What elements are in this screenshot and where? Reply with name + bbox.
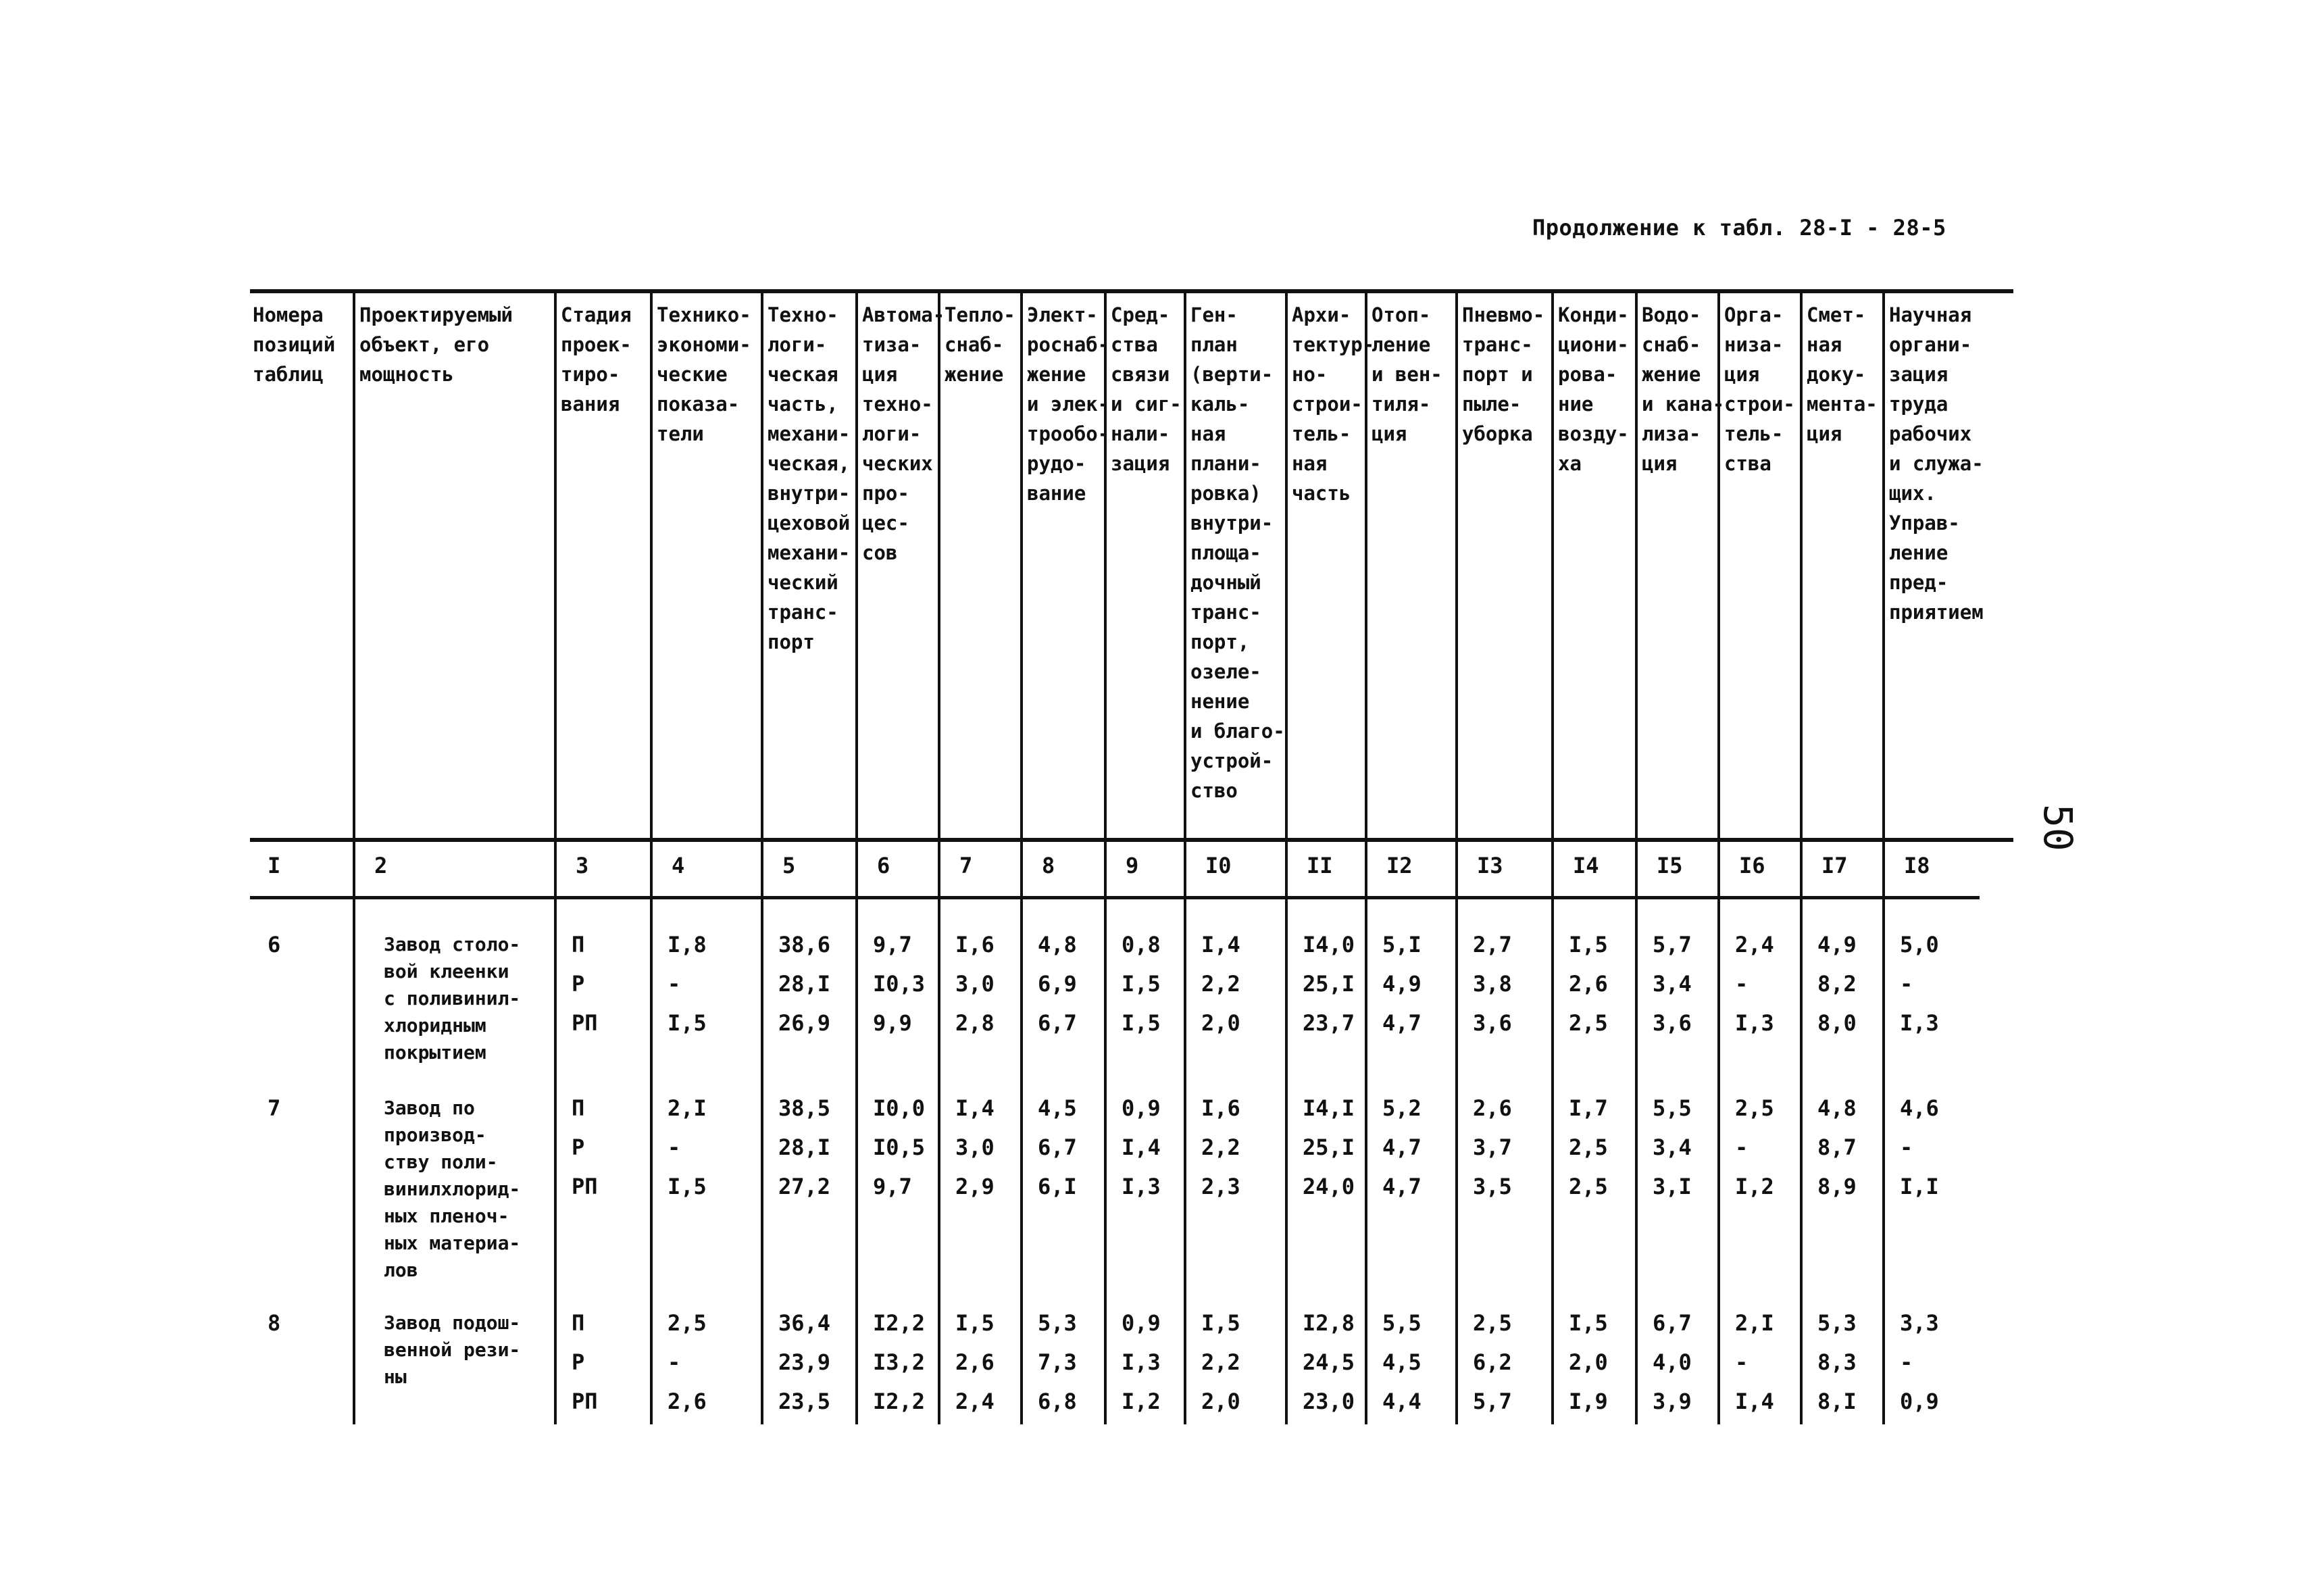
stage-code: П: [572, 932, 585, 957]
column-number-rule: [250, 896, 1980, 899]
value-cell: 23,9: [778, 1349, 831, 1375]
value-cell: 0,9: [1122, 1310, 1161, 1336]
column-header: Сред- ства связи и сиг- нали- зация: [1111, 303, 1182, 475]
column-number: 8: [1042, 853, 1055, 878]
value-cell: 3,9: [1653, 1389, 1692, 1414]
value-cell: 2,I: [668, 1095, 707, 1121]
value-cell: 26,9: [778, 1010, 831, 1036]
value-cell: 23,7: [1303, 1010, 1355, 1036]
stage-code: П: [572, 1310, 585, 1336]
value-cell: 9,7: [873, 1174, 912, 1199]
value-cell: 9,9: [873, 1010, 912, 1036]
value-cell: 2,2: [1201, 1349, 1240, 1375]
value-cell: 2,0: [1201, 1010, 1240, 1036]
value-cell: I,5: [1122, 971, 1161, 997]
column-number: I2: [1386, 853, 1413, 878]
column-number: I0: [1205, 853, 1232, 878]
column-number: I7: [1821, 853, 1848, 878]
stage-code: РП: [572, 1174, 598, 1199]
value-cell: I2,2: [873, 1310, 926, 1336]
value-cell: I,4: [1122, 1134, 1161, 1160]
column-header: Пневмо- транс- порт и пыле- уборка: [1462, 303, 1545, 445]
column-header: Орга- низа- ция строи- тель- ства: [1724, 303, 1795, 475]
column-divider: [353, 291, 355, 1424]
column-divider: [554, 291, 557, 1424]
header-bottom-rule: [250, 838, 2013, 842]
value-cell: 2,4: [1735, 932, 1774, 957]
value-cell: I,2: [1735, 1174, 1774, 1199]
value-cell: 38,5: [778, 1095, 831, 1121]
value-cell: 28,I: [778, 971, 831, 997]
value-cell: -: [1735, 971, 1749, 997]
value-cell: 5,7: [1653, 932, 1692, 957]
value-cell: 3,6: [1473, 1010, 1512, 1036]
value-cell: I,5: [668, 1010, 707, 1036]
column-number: II: [1307, 853, 1333, 878]
value-cell: 2,2: [1201, 1134, 1240, 1160]
value-cell: 2,5: [1569, 1134, 1608, 1160]
value-cell: 2,5: [1473, 1310, 1512, 1336]
value-cell: -: [1900, 971, 1913, 997]
column-divider: [1551, 291, 1554, 1424]
column-header: Номера позиций таблиц: [253, 303, 336, 386]
value-cell: 4,9: [1382, 971, 1422, 997]
column-header: Автома- тиза- ция техно- логи- ческих про- цес- сов: [862, 303, 945, 564]
column-number: I3: [1477, 853, 1503, 878]
value-cell: I,5: [1201, 1310, 1240, 1336]
column-divider: [761, 291, 763, 1424]
value-cell: 8,3: [1817, 1349, 1857, 1375]
value-cell: 9,7: [873, 932, 912, 957]
value-cell: I,8: [668, 932, 707, 957]
stage-code: РП: [572, 1389, 598, 1414]
value-cell: I4,0: [1303, 932, 1355, 957]
value-cell: 3,5: [1473, 1174, 1512, 1199]
value-cell: 3,3: [1900, 1310, 1939, 1336]
value-cell: 8,0: [1817, 1010, 1857, 1036]
value-cell: 4,7: [1382, 1134, 1422, 1160]
value-cell: I,3: [1122, 1349, 1161, 1375]
column-header: Проектируемый объект, его мощность: [359, 303, 513, 386]
column-header: Технико- экономи- ческие показа- тели: [657, 303, 751, 445]
value-cell: I,2: [1122, 1389, 1161, 1414]
value-cell: 2,0: [1201, 1389, 1240, 1414]
value-cell: 4,8: [1038, 932, 1077, 957]
value-cell: 5,0: [1900, 932, 1939, 957]
value-cell: 23,0: [1303, 1389, 1355, 1414]
value-cell: I,4: [1201, 932, 1240, 957]
value-cell: 4,5: [1038, 1095, 1077, 1121]
value-cell: -: [668, 1349, 681, 1375]
stage-code: Р: [572, 1134, 585, 1160]
value-cell: 5,I: [1382, 932, 1422, 957]
column-divider: [855, 291, 858, 1424]
value-cell: 3,0: [955, 971, 995, 997]
value-cell: 2,6: [668, 1389, 707, 1414]
value-cell: 3,8: [1473, 971, 1512, 997]
value-cell: 4,8: [1817, 1095, 1857, 1121]
value-cell: 0,9: [1122, 1095, 1161, 1121]
table-caption: Продолжение к табл. 28-I - 28-5: [1532, 215, 1946, 241]
value-cell: 2,I: [1735, 1310, 1774, 1336]
value-cell: 2,5: [1569, 1174, 1608, 1199]
column-number: I: [268, 853, 281, 878]
value-cell: 5,2: [1382, 1095, 1422, 1121]
value-cell: I0,3: [873, 971, 926, 997]
value-cell: 25,I: [1303, 971, 1355, 997]
value-cell: 6,2: [1473, 1349, 1512, 1375]
value-cell: I,5: [668, 1174, 707, 1199]
value-cell: 3,7: [1473, 1134, 1512, 1160]
value-cell: 4,9: [1817, 932, 1857, 957]
column-divider: [1020, 291, 1023, 1424]
value-cell: 2,0: [1569, 1349, 1608, 1375]
object-name: Завод подош- венной рези- ны: [384, 1312, 521, 1388]
column-divider: [1455, 291, 1458, 1424]
value-cell: 2,6: [1569, 971, 1608, 997]
stage-code: П: [572, 1095, 585, 1121]
value-cell: -: [1735, 1349, 1749, 1375]
page-number: 50: [2035, 804, 2081, 851]
value-cell: 23,5: [778, 1389, 831, 1414]
value-cell: 6,8: [1038, 1389, 1077, 1414]
column-number: I6: [1739, 853, 1765, 878]
position-number: 8: [268, 1310, 281, 1336]
value-cell: 4,7: [1382, 1174, 1422, 1199]
value-cell: I,5: [1569, 932, 1608, 957]
value-cell: 5,3: [1038, 1310, 1077, 1336]
value-cell: -: [668, 971, 681, 997]
value-cell: 36,4: [778, 1310, 831, 1336]
column-number: 3: [576, 853, 589, 878]
value-cell: 28,I: [778, 1134, 831, 1160]
value-cell: -: [1735, 1134, 1749, 1160]
value-cell: 25,I: [1303, 1134, 1355, 1160]
value-cell: 3,6: [1653, 1010, 1692, 1036]
value-cell: I,5: [1569, 1310, 1608, 1336]
value-cell: 5,7: [1473, 1389, 1512, 1414]
value-cell: 3,0: [955, 1134, 995, 1160]
value-cell: 2,5: [668, 1310, 707, 1336]
value-cell: 38,6: [778, 932, 831, 957]
value-cell: 5,5: [1382, 1310, 1422, 1336]
object-name: Завод столо- вой клеенки с поливинил- хлоридным покрытием: [384, 933, 521, 1064]
value-cell: 3,4: [1653, 1134, 1692, 1160]
value-cell: 6,7: [1038, 1010, 1077, 1036]
value-cell: 8,2: [1817, 971, 1857, 997]
value-cell: 2,9: [955, 1174, 995, 1199]
column-header: Тепло- снаб- жение: [945, 303, 1015, 386]
value-cell: I,3: [1122, 1174, 1161, 1199]
value-cell: 4,5: [1382, 1349, 1422, 1375]
value-cell: 2,5: [1735, 1095, 1774, 1121]
position-number: 6: [268, 932, 281, 957]
table-top-rule: [250, 289, 2013, 293]
value-cell: 6,7: [1653, 1310, 1692, 1336]
column-header: Смет- ная доку- мента- ция: [1807, 303, 1878, 445]
value-cell: 27,2: [778, 1174, 831, 1199]
column-divider: [1635, 291, 1638, 1424]
value-cell: I,5: [955, 1310, 995, 1336]
value-cell: 4,4: [1382, 1389, 1422, 1414]
column-header: Стадия проек- тиро- вания: [561, 303, 632, 416]
stage-code: РП: [572, 1010, 598, 1036]
value-cell: 2,6: [955, 1349, 995, 1375]
column-header: Техно- логи- ческая часть, механи- ческая, внутри- цеховой механи- ческий транс- порт: [768, 303, 851, 653]
column-number: I8: [1904, 853, 1930, 878]
value-cell: I2,2: [873, 1389, 926, 1414]
value-cell: 2,8: [955, 1010, 995, 1036]
value-cell: 5,3: [1817, 1310, 1857, 1336]
stage-code: Р: [572, 1349, 585, 1375]
value-cell: I3,2: [873, 1349, 926, 1375]
value-cell: 24,5: [1303, 1349, 1355, 1375]
position-number: 7: [268, 1095, 281, 1121]
value-cell: 2,7: [1473, 932, 1512, 957]
value-cell: I,9: [1569, 1389, 1608, 1414]
column-divider: [1882, 291, 1885, 1424]
value-cell: 3,I: [1653, 1174, 1692, 1199]
column-divider: [1800, 291, 1803, 1424]
stage-code: Р: [572, 971, 585, 997]
column-number: 9: [1126, 853, 1139, 878]
column-number: 6: [877, 853, 890, 878]
column-number: 7: [959, 853, 973, 878]
value-cell: 6,I: [1038, 1174, 1077, 1199]
value-cell: I,3: [1735, 1010, 1774, 1036]
column-number: 4: [672, 853, 685, 878]
value-cell: 4,0: [1653, 1349, 1692, 1375]
column-divider: [650, 291, 653, 1424]
value-cell: 8,I: [1817, 1389, 1857, 1414]
column-header: Научная органи- зация труда рабочих и служа- щих. Управ- ление пред- приятием: [1889, 303, 1984, 624]
column-divider: [1285, 291, 1288, 1424]
value-cell: I,4: [955, 1095, 995, 1121]
value-cell: -: [1900, 1349, 1913, 1375]
column-number: 5: [782, 853, 796, 878]
value-cell: 2,4: [955, 1389, 995, 1414]
column-number: 2: [374, 853, 388, 878]
column-header: Архи- тектур- но- строи- тель- ная часть: [1292, 303, 1375, 505]
value-cell: 5,5: [1653, 1095, 1692, 1121]
value-cell: I,6: [955, 932, 995, 957]
value-cell: I4,I: [1303, 1095, 1355, 1121]
column-header: Конди- циони- рова- ние возду- ха: [1558, 303, 1629, 475]
value-cell: 6,9: [1038, 971, 1077, 997]
value-cell: 2,2: [1201, 971, 1240, 997]
value-cell: I0,5: [873, 1134, 926, 1160]
value-cell: I,7: [1569, 1095, 1608, 1121]
object-name: Завод по производ- ству поли- винилхлорид- ных пленоч- ных материа- лов: [384, 1097, 521, 1281]
value-cell: -: [1900, 1134, 1913, 1160]
value-cell: I,3: [1900, 1010, 1939, 1036]
value-cell: -: [668, 1134, 681, 1160]
value-cell: 2,6: [1473, 1095, 1512, 1121]
value-cell: I,4: [1735, 1389, 1774, 1414]
value-cell: I,5: [1122, 1010, 1161, 1036]
column-header: Элект- роснаб- жение и элек- трообо- рудо- вание: [1027, 303, 1110, 505]
value-cell: 24,0: [1303, 1174, 1355, 1199]
value-cell: 2,3: [1201, 1174, 1240, 1199]
value-cell: 7,3: [1038, 1349, 1077, 1375]
value-cell: 4,6: [1900, 1095, 1939, 1121]
column-number: I5: [1657, 853, 1683, 878]
value-cell: 4,7: [1382, 1010, 1422, 1036]
value-cell: I0,0: [873, 1095, 926, 1121]
value-cell: 8,7: [1817, 1134, 1857, 1160]
value-cell: 3,4: [1653, 971, 1692, 997]
column-number: I4: [1573, 853, 1599, 878]
value-cell: I2,8: [1303, 1310, 1355, 1336]
column-header: Водо- снаб- жение и кана- лиза- ция: [1642, 303, 1725, 475]
value-cell: I,6: [1201, 1095, 1240, 1121]
value-cell: 2,5: [1569, 1010, 1608, 1036]
value-cell: 6,7: [1038, 1134, 1077, 1160]
value-cell: I,I: [1900, 1174, 1939, 1199]
value-cell: 8,9: [1817, 1174, 1857, 1199]
value-cell: 0,8: [1122, 932, 1161, 957]
column-header: Отоп- ление и вен- тиля- ция: [1372, 303, 1442, 445]
value-cell: 0,9: [1900, 1389, 1939, 1414]
column-header: Ген- план (верти- каль- ная плани- ровка) внутри- площа- дочный транс- порт, озеле- нение и благо- устрой- ство: [1190, 303, 1285, 802]
column-divider: [1184, 291, 1186, 1424]
